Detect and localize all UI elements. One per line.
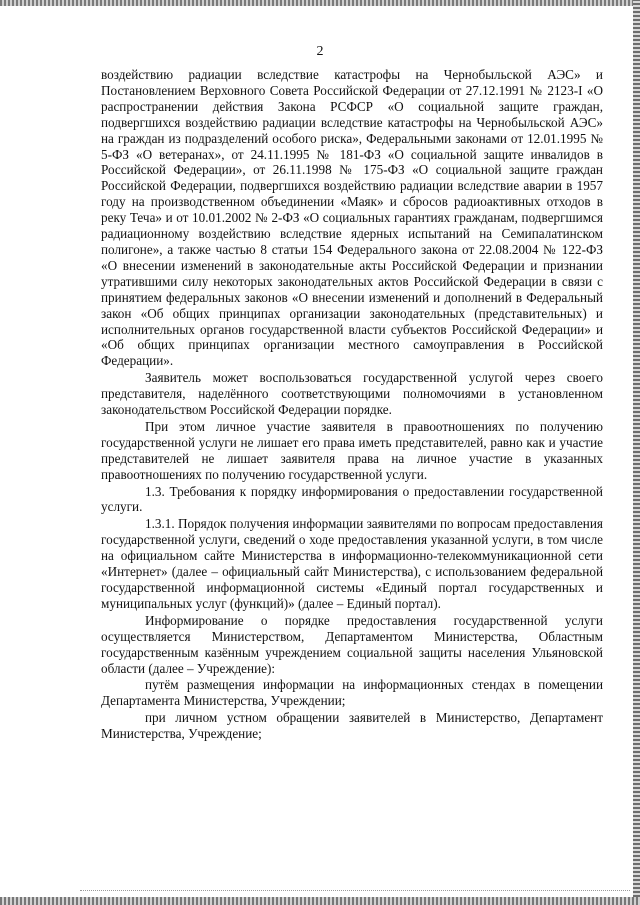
paragraph-personal-appeal: при личном устном обращении заявителей в Министерство, Департамент Министерства, Учреждение; bbox=[101, 710, 603, 742]
paragraph-laws-continued: воздействию радиации вследствие катастрофы на Чернобыльской АЭС» и Постановлением Верховного Совета Российской Федерации от 27.12.1991 № 2123-I «О распространении действия Закона РСФСР «О социальной защите граждан, подвергшихся воздействию радиации вследствие катастрофы на Чернобыльской АЭС» на граждан из подразделений особого риска», Федеральными законами от 12.01.1995 № 5-ФЗ «О ветеранах», от 24.11.1995 № 181-ФЗ «О социальной защите инвалидов в Российской Федерации», от 26.11.1998 № 175-ФЗ «О социальной защите граждан Российской Федерации, подвергшихся воздействию радиации вследствие аварии в 1957 году на производственном объединении «Маяк» и сбросов радиоактивных отходов в реку Теча» и от 10.01.2002 № 2-ФЗ «О социальных гарантиях гражданам, подвергшимся радиационному воздействию вследствие ядерных испытаний на Семипалатинском полигоне», а также частью 8 статьи 154 Федерального закона от 22.08.2004 № 122-ФЗ «О внесении изменений в законодательные акты Российской Федерации и признании утратившими силу некоторых законодательных актов Российской Федерации в связи с принятием федеральных законов «О внесении изменений и дополнений в Федеральный закон «Об общих принципах организации законодательных (представительных) и исполнительных органов государственной власти субъектов Российской Федерации» и «Об общих принципах организации местного самоуправления в Российской Федерации». bbox=[101, 67, 603, 369]
paragraph-personal-participation: При этом личное участие заявителя в правоотношениях по получению государственной услуги не лишает его права иметь представителей, равно как и участие представителей не лишает заявителя права на личное участие в указанных правоотношениях по получению государственной услуги. bbox=[101, 418, 603, 482]
paragraph-informing: Информирование о порядке предоставления государственной услуги осуществляется Министерством, Департаментом Министерства, Областным государственным казённым учреждением социальной защиты населения Ульяновской области (далее – Учреждение): bbox=[101, 612, 603, 676]
scan-edge-top bbox=[0, 0, 640, 6]
paragraph-stands: путём размещения информации на информационных стендах в помещении Департамента Министерства, Учреждении; bbox=[101, 677, 603, 709]
page-number: 2 bbox=[316, 44, 324, 59]
scan-edge-bottom bbox=[0, 897, 640, 905]
scan-dotted-line bbox=[80, 890, 630, 891]
paragraph-representative: Заявитель может воспользоваться государственной услугой через своего представителя, наделённого соответствующими полномочиями в установленном законодательством Российской Федерации порядке. bbox=[101, 370, 603, 418]
scan-edge-right bbox=[633, 0, 640, 905]
paragraph-1-3-1: 1.3.1. Порядок получения информации заявителями по вопросам предоставления государственной услуги, сведений о ходе предоставления указанной услуги, в том числе на официальном сайте Министерства в информационно-телекоммуникационной сети «Интернет» (далее – официальный сайт Министерства), с использованием федеральной государственной информационной системы «Единый портал государственных и муниципальных услуг (функций)» (далее – Единый портал). bbox=[101, 516, 603, 611]
document-body bbox=[101, 67, 603, 743]
section-heading-1-3: 1.3. Требования к порядку информирования о предоставлении государственной услуги. bbox=[101, 483, 603, 515]
